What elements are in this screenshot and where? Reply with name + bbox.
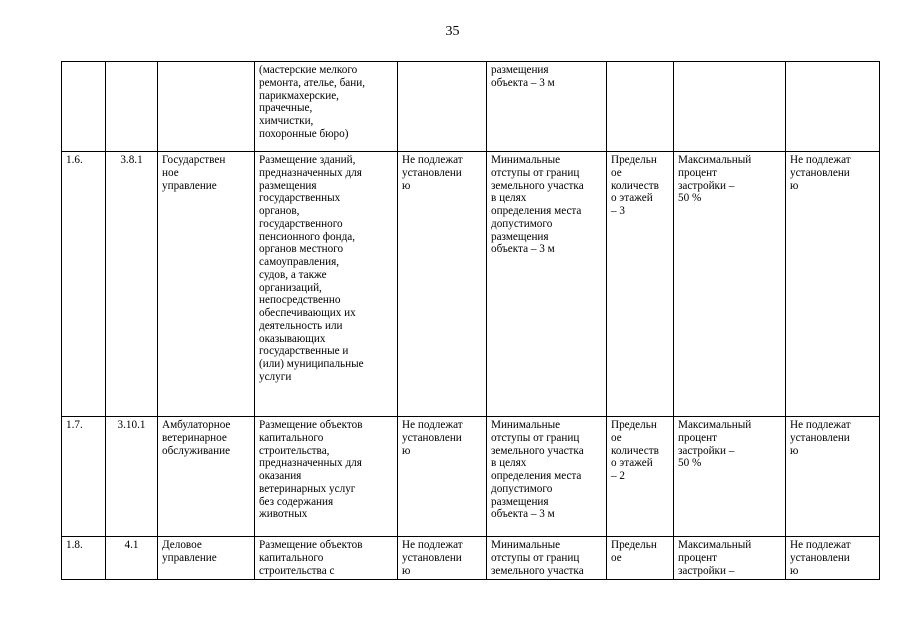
cell-text-line: – 3 [611, 205, 625, 217]
use-name-cell [158, 62, 255, 152]
cell-text-line: установлени [790, 166, 850, 179]
cell-text-line: Размещение объектов [259, 419, 363, 431]
floors-limit-cell [607, 62, 674, 152]
cell-text-line: Минимальные [491, 154, 561, 166]
cell-text-line: объекта – 3 м [491, 243, 555, 256]
use-description-cell [255, 537, 398, 580]
cell-text-line: Максимальный [678, 539, 752, 551]
cell-text-line: ое [611, 166, 622, 179]
plot-size-cell [398, 417, 487, 537]
cell-text-line: установлени [402, 166, 462, 179]
cell-text-line: установлени [402, 551, 462, 564]
cell-text-line: Размещение объектов [259, 539, 363, 551]
cell-text-line: органов местного [259, 243, 344, 256]
row-number-cell [62, 62, 106, 152]
cell-text-line: без содержания [259, 495, 334, 508]
cell-text-line: застройки – [678, 564, 735, 577]
cell-text-line: управление [162, 179, 217, 192]
cell-text-line: самоуправления, [259, 256, 340, 268]
use-description-cell [255, 62, 398, 152]
cell-text-line: ветеринарных услуг [259, 482, 356, 495]
cell-text-line: капитального [259, 431, 324, 444]
cell-text-line: ное [162, 166, 179, 179]
cell-text-line: судов, а также [259, 268, 327, 281]
coverage-cell [674, 62, 786, 152]
cell-text-line: государственные и [259, 345, 349, 358]
cell-text-line: государственного [259, 217, 343, 230]
cell-text-line: процент [678, 166, 718, 179]
cell-text-line: в целях [491, 457, 527, 470]
coverage-cell [674, 537, 786, 580]
cell-text-line: размещения [491, 495, 549, 508]
row-number-cell: 1.7. [62, 417, 106, 537]
other-params-cell [786, 417, 880, 537]
regulations-table [61, 61, 880, 580]
cell-text-line: Предельн [611, 154, 657, 166]
use-name-cell [158, 417, 255, 537]
table-body [62, 62, 880, 580]
use-name-cell [158, 537, 255, 580]
cell-text-line: похоронные бюро) [259, 127, 349, 140]
cell-text-line: строительства, [259, 444, 330, 457]
cell-text-line: предназначенных для [259, 166, 362, 179]
cell-text-line: ветеринарное [162, 431, 227, 444]
cell-text-line: 50 % [678, 192, 702, 205]
cell-text-line: (мастерские мелкого [259, 64, 358, 76]
setbacks-cell [487, 417, 607, 537]
cell-text-line: непосредственно [259, 294, 341, 307]
use-code-cell: 4.1 [106, 537, 158, 580]
setbacks-cell [487, 537, 607, 580]
cell-text-line: Максимальный [678, 419, 752, 431]
plot-size-cell [398, 62, 487, 152]
cell-text-line: процент [678, 431, 718, 444]
other-params-cell [786, 62, 880, 152]
cell-text-line: отступы от границ [491, 166, 580, 179]
use-description-cell [255, 417, 398, 537]
cell-text-line: ю [402, 444, 411, 457]
use-name-cell [158, 152, 255, 417]
cell-text-line: Максимальный [678, 154, 752, 166]
coverage-cell [674, 417, 786, 537]
use-code-cell: 3.10.1 [106, 417, 158, 537]
cell-text-line: ю [402, 179, 411, 192]
cell-text-line: количеств [611, 179, 659, 192]
cell-text-line: химчистки, [259, 115, 314, 127]
table-row [62, 537, 880, 580]
use-code-cell: 3.8.1 [106, 152, 158, 417]
setbacks-cell [487, 152, 607, 417]
cell-text-line: пенсионного фонда, [259, 230, 356, 243]
other-params-cell [786, 537, 880, 580]
cell-text-line: объекта – 3 м [491, 508, 555, 521]
cell-text-line: земельного участка [491, 444, 584, 457]
cell-text-line: Не подлежат [790, 539, 851, 551]
page-number: 35 [445, 24, 460, 39]
cell-text-line: установлени [790, 431, 850, 444]
cell-text-line: ю [790, 444, 799, 457]
cell-text-line: количеств [611, 444, 659, 457]
cell-text-line: услуги [259, 370, 292, 383]
cell-text-line: – 2 [611, 470, 625, 482]
plot-size-cell [398, 537, 487, 580]
cell-text-line: Не подлежат [790, 154, 851, 166]
row-number-cell: 1.6. [62, 152, 106, 417]
cell-text-line: Не подлежат [790, 419, 851, 431]
cell-text-line: определения места [491, 205, 582, 217]
use-code-cell [106, 62, 158, 152]
cell-text-line: организаций, [259, 281, 322, 294]
table-row [62, 417, 880, 537]
cell-text-line: объекта – 3 м [491, 76, 555, 89]
cell-text-line: органов, [259, 205, 300, 217]
cell-text-line: процент [678, 551, 718, 564]
cell-text-line: Государствен [162, 154, 226, 166]
cell-text-line: размещения [259, 179, 317, 192]
cell-text-line: обеспечивающих их [259, 307, 356, 319]
cell-text-line: Предельн [611, 539, 657, 551]
cell-text-line: Не подлежат [402, 419, 463, 431]
cell-text-line: размещения [491, 64, 549, 76]
cell-text-line: ю [790, 564, 799, 577]
setbacks-cell [487, 62, 607, 152]
cell-text-line: строительства с [259, 564, 335, 577]
cell-text-line: застройки – [678, 444, 735, 457]
table-row [62, 62, 880, 152]
cell-text-line: Минимальные [491, 539, 561, 551]
cell-text-line: Размещение зданий, [259, 154, 356, 166]
cell-text-line: установлени [402, 431, 462, 444]
cell-text-line: отступы от границ [491, 431, 580, 444]
cell-text-line: земельного участка [491, 564, 584, 577]
cell-text-line: обслуживание [162, 444, 231, 457]
cell-text-line: прачечные, [259, 102, 313, 115]
cell-text-line: Не подлежат [402, 539, 463, 551]
cell-text-line: оказывающих [259, 332, 326, 345]
cell-text-line: определения места [491, 470, 582, 482]
cell-text-line: Амбулаторное [162, 419, 231, 431]
cell-text-line: в целях [491, 192, 527, 205]
cell-text-line: управление [162, 551, 217, 564]
cell-text-line: Минимальные [491, 419, 561, 431]
cell-text-line: допустимого [491, 482, 553, 495]
cell-text-line: животных [259, 508, 308, 521]
cell-text-line: капитального [259, 551, 324, 564]
table-row [62, 152, 880, 417]
cell-text-line: ое [611, 551, 622, 564]
cell-text-line: установлени [790, 551, 850, 564]
cell-text-line: (или) муниципальные [259, 358, 364, 370]
row-number-cell: 1.8. [62, 537, 106, 580]
floors-limit-cell [607, 537, 674, 580]
cell-text-line: государственных [259, 192, 341, 205]
cell-text-line: оказания [259, 470, 302, 482]
cell-text-line: допустимого [491, 217, 553, 230]
cell-text-line: Не подлежат [402, 154, 463, 166]
cell-text-line: ю [790, 179, 799, 192]
plot-size-cell [398, 152, 487, 417]
cell-text-line: 50 % [678, 457, 702, 470]
cell-text-line: ое [611, 431, 622, 444]
cell-text-line: размещения [491, 230, 549, 243]
cell-text-line: ю [402, 564, 411, 577]
cell-text-line: земельного участка [491, 179, 584, 192]
cell-text-line: Деловое [162, 539, 202, 551]
use-description-cell [255, 152, 398, 417]
cell-text-line: о этажей [611, 192, 653, 205]
cell-text-line: предназначенных для [259, 457, 362, 470]
coverage-cell [674, 152, 786, 417]
cell-text-line: Предельн [611, 419, 657, 431]
cell-text-line: застройки – [678, 179, 735, 192]
cell-text-line: ремонта, ателье, бани, [259, 76, 366, 89]
cell-text-line: деятельность или [259, 319, 343, 332]
cell-text-line: отступы от границ [491, 551, 580, 564]
cell-text-line: парикмахерские, [259, 89, 339, 102]
cell-text-line: о этажей [611, 457, 653, 470]
other-params-cell [786, 152, 880, 417]
floors-limit-cell [607, 417, 674, 537]
floors-limit-cell [607, 152, 674, 417]
